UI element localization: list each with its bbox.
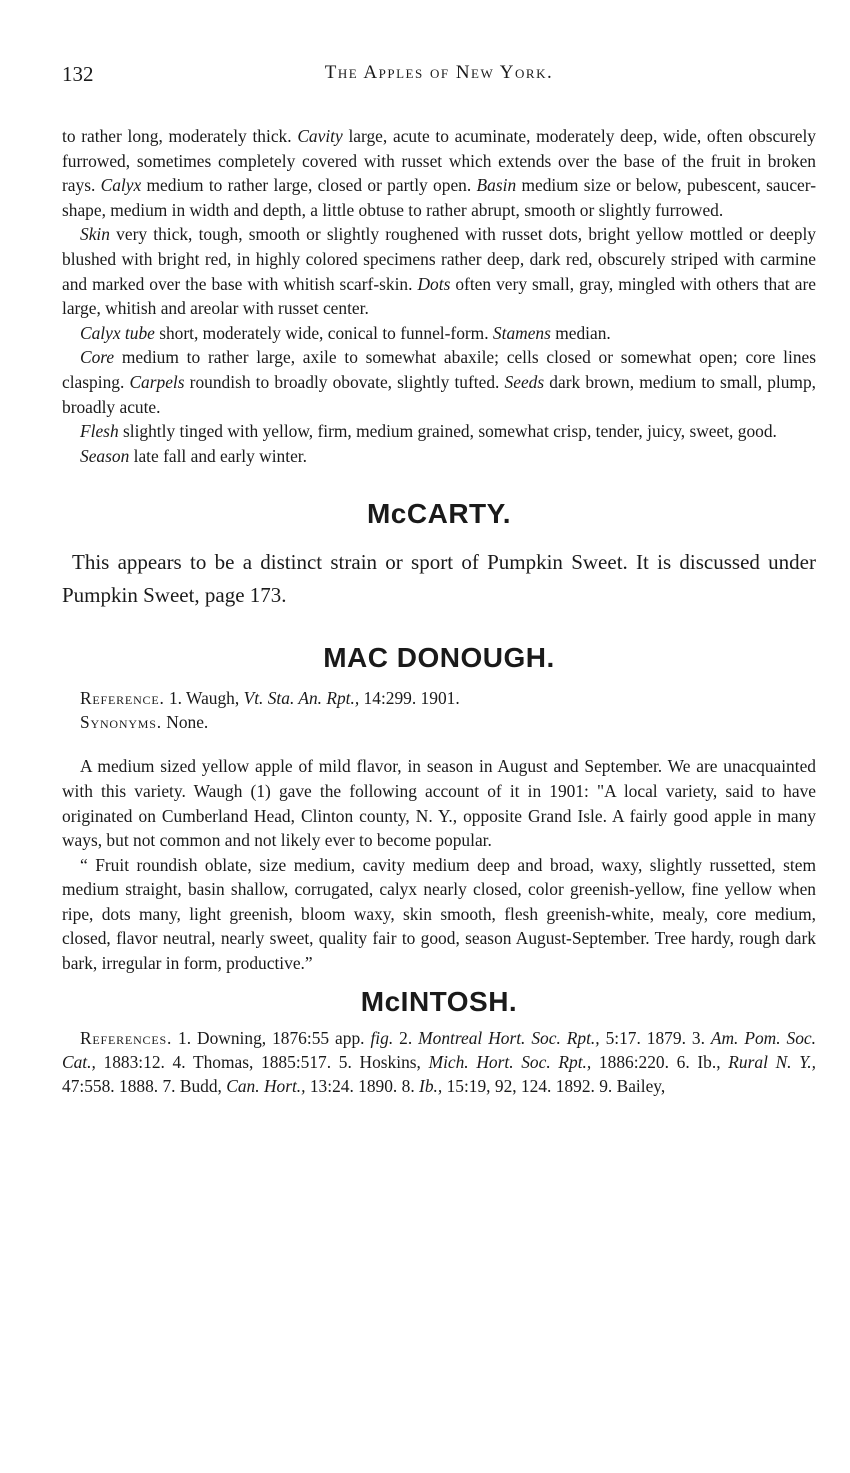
page-number: 132	[62, 62, 94, 86]
mac-donough-paragraph-2: “ Fruit roundish oblate, size medium, cavity medium deep and broad, waxy, slightly russetted, stem medium straight, basin shallow, corrugated, calyx nearly closed, color greenish-yellow, fine yellow when ripe, dots many, light greenish, bloom waxy, skin smooth, flesh greenish-white, mealy, core medium, closed, flavor neutral, nearly sweet, quality fair to good, season August-September. Tree hardy, rough dark bark, irregular in form, productive.”	[62, 854, 816, 974]
page-header	[62, 62, 816, 92]
continuation-paragraph-season: Season late fall and early winter.	[80, 445, 307, 466]
mccarty-body: This appears to be a distinct strain or sport of Pumpkin Sweet. It is discussed under Pumpkin Sweet, page 173.	[62, 550, 816, 608]
mac-donough-description	[62, 754, 816, 975]
heading-mac-donough: MAC DONOUGH.	[323, 642, 555, 674]
continuation-paragraph-cavity: to rather long, moderately thick. Cavity large, acute to acuminate, moderately deep, wide, often obscurely furrowed, sometimes completely covered with russet which extends over the base of the fruit in broken rays. Calyx medium to rather large, closed or partly open. Basin medium size or below, pubescent, saucer-shape, medium in width and depth, a little obtuse to rather abrupt, smooth or slightly furrowed.	[62, 126, 817, 220]
heading-mcintosh: McINTOSH.	[360, 985, 518, 1017]
mac-donough-synonyms-line: Synonyms. None.	[80, 712, 209, 733]
continuation-paragraph-calyx-tube: Calyx tube short, moderately wide, conical to funnel-form. Stamens median.	[80, 322, 611, 343]
mac-donough-references	[62, 686, 816, 734]
continuation-paragraph-skin: Skin very thick, tough, smooth or slightly roughened with russet dots, bright yellow mottled or deeply blushed with bright red, in highly colored specimens rather deep, dark red, obscurely striped with carmine and marked over the base with whitish scarf-skin. Dots often very small, gray, mingled with others that are large, whitish and areolar with russet center.	[62, 224, 816, 319]
continuation-paragraph-core: Core medium to rather large, axile to somewhat abaxile; cells closed or somewhat open; core lines clasping. Carpels roundish to broadly obovate, slightly tufted. Seeds dark brown, medium to small, plump, broadly acute.	[62, 347, 817, 417]
running-title: The Apples of New York.	[324, 62, 554, 83]
heading-mccarty: McCARTY.	[366, 498, 511, 530]
mac-donough-paragraph-1: A medium sized yellow apple of mild flavor, in season in August and September. We are unacquainted with this variety. Waugh (1) gave the following account of it in 1901: "A local variety, said to have originated on Cumberland Head, Clinton county, N. Y., opposite Grand Isle. A fairly good apple in many ways, but not common and not likely ever to become popular.	[62, 756, 816, 851]
mac-donough-reference-line: Reference. 1. Waugh, Vt. Sta. An. Rpt., 14:299. 1901.	[80, 688, 460, 709]
mcintosh-references: References. 1. Downing, 1876:55 app. fig. 2. Montreal Hort. Soc. Rpt., 5:17. 1879. 3. Am. Pom. Soc. Cat., 1883:12. 4. Thomas, 1885:517. 5. Hoskins, Mich. Hort. Soc. Rpt., 1886:220. 6. Ib., Rural N. Y., 47:558. 1888. 7. Budd, Can. Hort., 13:24. 1890. 8. Ib., 15:19, 92, 124. 1892. 9. Bailey,	[62, 1027, 816, 1096]
page	[62, 62, 816, 1098]
continuation-paragraph-flesh: Flesh slightly tinged with yellow, firm, medium grained, somewhat crisp, tender, juicy, sweet, good.	[80, 421, 777, 442]
